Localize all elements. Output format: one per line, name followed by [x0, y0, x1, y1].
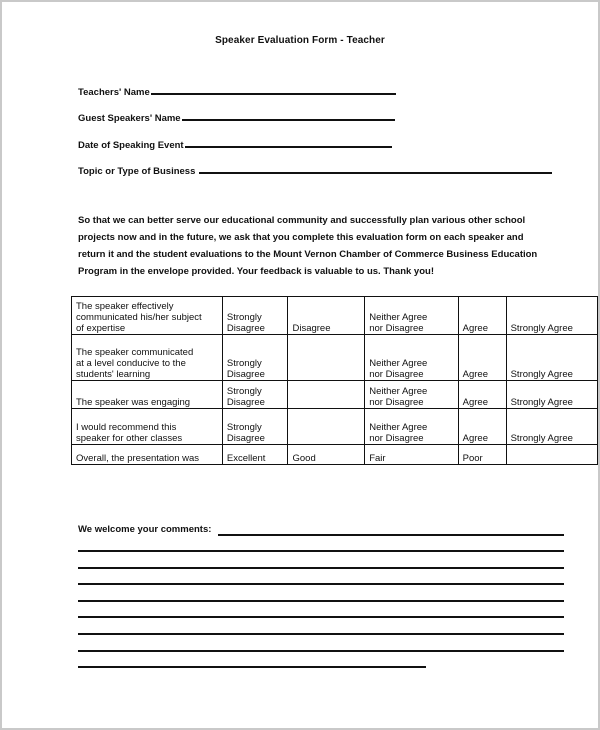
- comment-line[interactable]: [78, 616, 564, 618]
- option-strongly-agree-cell[interactable]: [506, 297, 597, 335]
- option-label: Disagree: [226, 433, 265, 444]
- evaluation-table: [71, 296, 598, 465]
- option-label: Strongly Agree: [510, 433, 573, 444]
- guest-speakers-name-label: Guest Speakers' Name: [78, 113, 181, 124]
- option-label: Good: [292, 453, 316, 464]
- option-disagree-cell[interactable]: [288, 445, 365, 465]
- option-disagree-cell[interactable]: [288, 381, 365, 409]
- comments-label: [78, 524, 211, 535]
- option-strongly-agree-cell[interactable]: [506, 409, 597, 445]
- statement-line: Overall, the presentation was: [76, 453, 200, 464]
- option-strongly-agree-cell[interactable]: [506, 445, 597, 465]
- comment-line[interactable]: [78, 600, 564, 602]
- option-label: Disagree: [226, 323, 265, 334]
- intro-line: So that we can better serve our educational community and successfully plan various other school: [78, 215, 526, 226]
- teachers-name-label: Teachers' Name: [78, 87, 150, 98]
- option-strongly-disagree-cell[interactable]: [222, 381, 288, 409]
- option-agree-cell[interactable]: [458, 297, 506, 335]
- table-row: [72, 297, 598, 335]
- option-label: nor Disagree: [369, 369, 424, 380]
- option-label: Agree: [462, 323, 488, 334]
- comment-line[interactable]: [78, 550, 564, 552]
- statement-line: The speaker was engaging: [76, 397, 191, 408]
- statement-line: The speaker effectively: [76, 301, 174, 312]
- option-neutral-cell[interactable]: [365, 445, 458, 465]
- option-strongly-disagree-cell[interactable]: [222, 409, 288, 445]
- option-neutral-cell[interactable]: [365, 297, 458, 335]
- option-strongly-agree-cell[interactable]: [506, 381, 597, 409]
- comment-line[interactable]: [78, 567, 564, 569]
- option-label: Neither Agree: [369, 386, 428, 397]
- option-label: Disagree: [292, 323, 331, 334]
- date-of-speaking-event-field: [78, 139, 392, 151]
- option-disagree-cell[interactable]: [288, 409, 365, 445]
- teachers-name-field: [78, 86, 396, 98]
- form-title: Speaker Evaluation Form - Teacher: [215, 35, 385, 46]
- option-agree-cell[interactable]: [458, 409, 506, 445]
- option-label: Disagree: [226, 397, 265, 408]
- option-label: Strongly Agree: [510, 397, 573, 408]
- intro-line: Program in the envelope provided. Your feedback is valuable to us. Thank you!: [78, 266, 434, 277]
- statement-line: students' learning: [76, 369, 151, 380]
- table-row: [72, 409, 598, 445]
- comment-line[interactable]: [78, 633, 564, 635]
- intro-line: return it and the student evaluations to the Mount Vernon Chamber of Commerce Business Education: [78, 249, 538, 260]
- statement-line: at a level conducive to the: [76, 358, 186, 369]
- option-strongly-disagree-cell[interactable]: [222, 335, 288, 381]
- option-label: nor Disagree: [369, 323, 424, 334]
- table-row: [72, 335, 598, 381]
- option-label: Neither Agree: [369, 358, 428, 369]
- option-neutral-cell[interactable]: [365, 335, 458, 381]
- guest-speakers-name-field: [78, 112, 395, 124]
- option-agree-cell[interactable]: [458, 335, 506, 381]
- option-disagree-cell[interactable]: [288, 297, 365, 335]
- option-neutral-cell[interactable]: [365, 381, 458, 409]
- option-label: Fair: [369, 453, 386, 464]
- option-label: Strongly Agree: [510, 369, 573, 380]
- option-strongly-agree-cell[interactable]: [506, 335, 597, 381]
- statement-cell: [72, 335, 223, 381]
- option-label: Strongly: [226, 386, 262, 397]
- comment-line[interactable]: [78, 666, 426, 668]
- statement-line: I would recommend this: [76, 422, 177, 433]
- table-row: [72, 381, 598, 409]
- option-strongly-disagree-cell[interactable]: [222, 445, 288, 465]
- statement-cell: [72, 409, 223, 445]
- option-label: nor Disagree: [369, 433, 424, 444]
- statement-cell: [72, 297, 223, 335]
- option-label: nor Disagree: [369, 397, 424, 408]
- statement-cell: [72, 445, 223, 465]
- intro-line: projects now and in the future, we ask that you complete this evaluation form on each speaker and: [78, 232, 524, 243]
- option-label: Strongly: [226, 312, 262, 323]
- option-label: Strongly: [226, 358, 262, 369]
- statement-line: communicated his/her subject: [76, 312, 202, 323]
- option-neutral-cell[interactable]: [365, 409, 458, 445]
- comment-line[interactable]: [78, 650, 564, 652]
- statement-line: of expertise: [76, 323, 126, 334]
- table-row: [72, 445, 598, 465]
- option-label: Excellent: [226, 453, 266, 464]
- comments-label-text: We welcome your comments:: [78, 524, 212, 535]
- option-label: Strongly Agree: [510, 323, 573, 334]
- option-label: Agree: [462, 433, 488, 444]
- option-label: Neither Agree: [369, 312, 428, 323]
- teachers-name-line[interactable]: [151, 86, 396, 95]
- statement-line: speaker for other classes: [76, 433, 183, 444]
- option-agree-cell[interactable]: [458, 445, 506, 465]
- guest-speakers-name-line[interactable]: [182, 112, 395, 121]
- option-agree-cell[interactable]: [458, 381, 506, 409]
- option-strongly-disagree-cell[interactable]: [222, 297, 288, 335]
- topic-line[interactable]: [199, 165, 552, 174]
- comment-line[interactable]: [78, 583, 564, 585]
- option-disagree-cell[interactable]: [288, 335, 365, 381]
- option-label: Disagree: [226, 369, 265, 380]
- comment-line[interactable]: [218, 534, 564, 536]
- statement-cell: [72, 381, 223, 409]
- option-label: Agree: [462, 369, 488, 380]
- statement-line: The speaker communicated: [76, 347, 194, 358]
- option-label: Neither Agree: [369, 422, 428, 433]
- topic-field: [78, 165, 552, 177]
- intro-paragraph: [78, 212, 578, 280]
- option-label: Agree: [462, 397, 488, 408]
- option-label: Strongly: [226, 422, 262, 433]
- option-label: Poor: [462, 453, 483, 464]
- date-of-speaking-event-line[interactable]: [185, 139, 392, 148]
- topic-label: Topic or Type of Business: [78, 166, 196, 177]
- date-of-speaking-event-label: Date of Speaking Event: [78, 140, 184, 151]
